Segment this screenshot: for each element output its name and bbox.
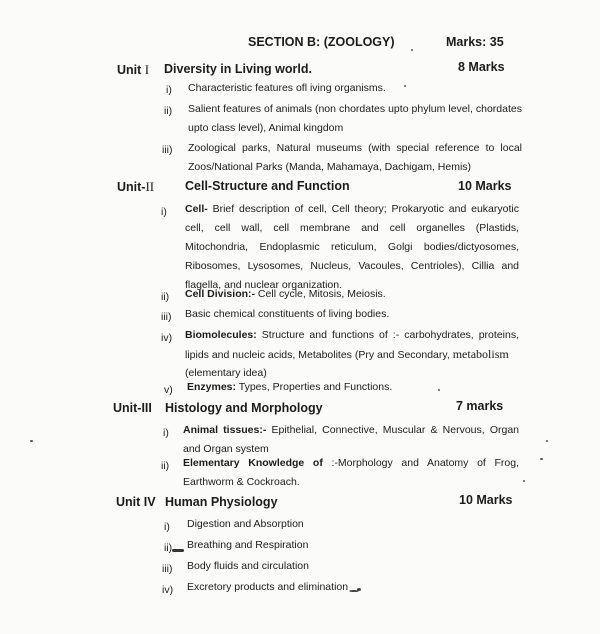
- list-item-number: iii): [161, 311, 172, 323]
- pen-mark: [357, 588, 361, 591]
- list-item: Body fluids and circulation: [187, 560, 309, 572]
- list-item-text: Types, Properties and Functions.: [236, 381, 393, 393]
- list-item-keyword: Enzymes:: [187, 381, 237, 393]
- list-item-number: ii): [164, 105, 173, 117]
- list-item: [185, 285, 519, 304]
- dust-speck: [411, 49, 413, 51]
- list-item-text: Cell cycle, Mitosis, Meiosis.: [255, 288, 386, 300]
- list-item-number: i): [166, 84, 172, 96]
- list-item: Basic chemical constituents of living bodies.: [185, 308, 390, 320]
- unit-3-title: Histology and Morphology: [165, 401, 323, 415]
- list-item: Characteristic features ofl iving organisms.: [188, 82, 386, 94]
- unit-3-label: Unit-III: [113, 401, 152, 415]
- unit-1-marks: 8 Marks: [458, 60, 505, 74]
- list-item: Salient features of animals (non chordates upto phylum level, chordates upto class level), Animal kingdom: [188, 103, 522, 134]
- list-item: [187, 378, 521, 397]
- unit-2-title: Cell-Structure and Function: [185, 179, 350, 193]
- list-item-handwritten: metabolism: [452, 347, 509, 361]
- list-item-text: Epithelial, Connective, Muscular & Nervous, Organ and Organ system: [183, 424, 519, 455]
- dust-speck: [438, 389, 440, 391]
- unit-2-marks: 10 Marks: [458, 179, 512, 193]
- unit-4-marks: 10 Marks: [459, 493, 513, 507]
- unit-4-label: Unit IV: [116, 495, 156, 509]
- pen-mark: [172, 549, 184, 552]
- list-item: Breathing and Respiration: [187, 539, 309, 551]
- section-title: SECTION B: (ZOOLOGY): [248, 35, 395, 49]
- list-item-number: v): [164, 384, 173, 396]
- list-item-text: Brief description of cell, Cell theory; Prokaryotic and eukaryotic cell, cell wall, cell membrane and cell organelles (Plastids, Mitochondria, Endoplasmic reticulum, Golgi bodies/dictyosomes, Ribosomes, Lysosomes, Nucleus, Vacoules, Centrioles), Cillia and flagella, and nuclear organization.: [185, 203, 519, 291]
- dust-speck: [523, 480, 525, 482]
- unit-2-label: [117, 179, 154, 195]
- list-item: [185, 326, 519, 365]
- list-item-keyword: Cell-: [185, 203, 208, 215]
- unit-4-title: Human Physiology: [165, 495, 278, 509]
- list-item: Zoological parks, Natural museums (with special reference to local Zoos/National Parks (Manda, Mahamaya, Dachigam, Hemis): [188, 142, 522, 173]
- list-item: Excretory products and elimination: [187, 581, 349, 593]
- list-item-number: iv): [161, 332, 173, 344]
- list-item-number: i): [164, 521, 170, 533]
- dust-speck: [546, 440, 548, 442]
- list-item-continuation: (elementary idea): [185, 367, 267, 379]
- list-item-number: iii): [162, 563, 173, 575]
- list-item-text: Structure and functions of :- carbohydrates, proteins, lipids and nucleic acids, Metabolites (Pry and Secondary,: [185, 329, 519, 361]
- list-item-keyword: Biomolecules:: [185, 329, 257, 341]
- list-item-keyword: Cell Division:-: [185, 288, 256, 300]
- list-item-keyword: Animal tissues:-: [183, 424, 267, 436]
- unit-2-prefix: Unit-: [117, 180, 146, 194]
- unit-1-label: [117, 62, 149, 78]
- list-item: [185, 200, 519, 295]
- list-item-number: iii): [162, 144, 173, 156]
- unit-1-numeral: I: [144, 62, 150, 77]
- dust-speck: [404, 85, 406, 87]
- dust-speck: [30, 440, 33, 442]
- unit-1-title: Diversity in Living world.: [164, 62, 312, 76]
- list-item-number: i): [161, 206, 167, 218]
- unit-1-prefix: Unit: [117, 63, 142, 77]
- unit-3-marks: 7 marks: [456, 399, 504, 413]
- list-item-number: ii): [164, 542, 173, 554]
- list-item-number: i): [163, 427, 169, 439]
- section-marks: Marks: 35: [446, 35, 504, 49]
- list-item: [183, 454, 519, 492]
- list-item-text: :-Morphology and Anatomy of Frog, Earthworm & Cockroach.: [183, 457, 519, 488]
- list-item-number: ii): [161, 460, 170, 472]
- unit-2-numeral: II: [145, 179, 155, 194]
- dust-speck: [540, 458, 543, 460]
- list-item-number: iv): [162, 584, 174, 596]
- list-item-keyword: Elementary Knowledge of: [183, 457, 323, 469]
- list-item: Digestion and Absorption: [187, 518, 304, 530]
- list-item-number: ii): [161, 291, 170, 303]
